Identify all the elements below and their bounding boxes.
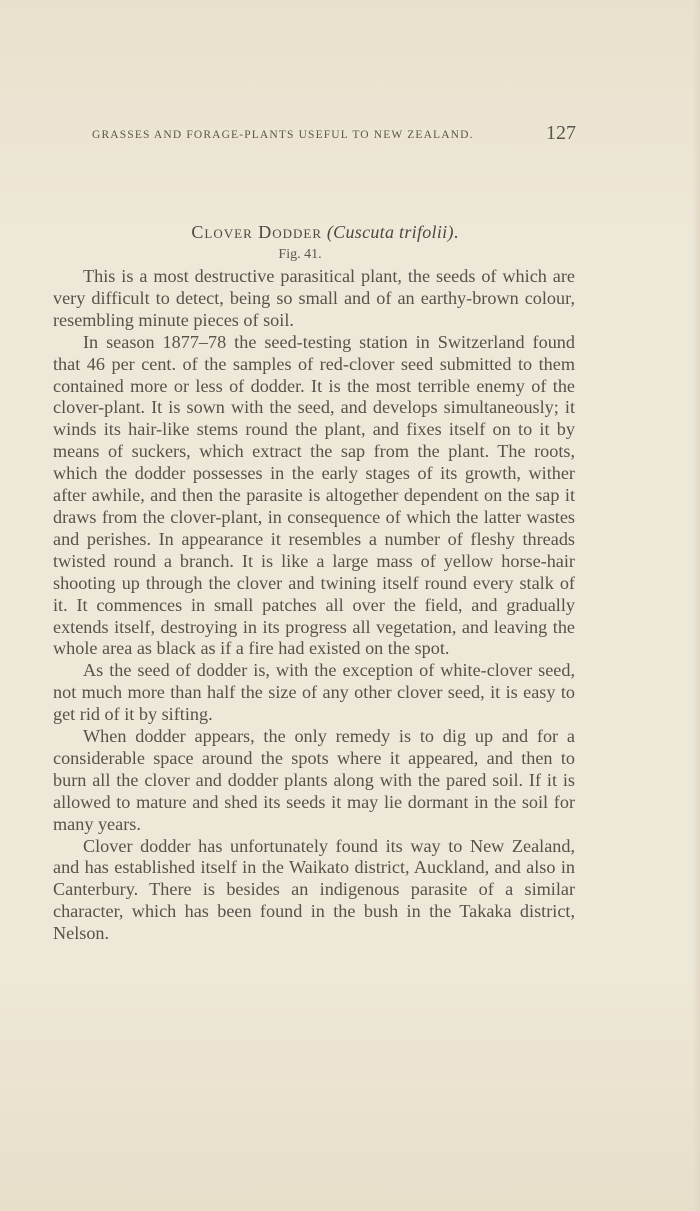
paragraph: This is a most destructive parasitical plant, the seeds of which are very difficult to detect, being so small and of an earthy-brown colour, resembling minute pieces of soil. [53,266,575,330]
body-text [53,266,575,945]
paragraph: When dodder appears, the only remedy is to dig up and for a considerable space around the spots where it appeared, and then to burn all the clover and dodder plants along with the pared soil. If it is allowed to mature and shed its seeds it may lie dormant in the soil for many years. [53,726,575,834]
section-title [170,222,480,243]
figure-reference: Fig. 41. [278,247,322,262]
paragraph: Clover dodder has unfortunately found its way to New Zealand, and has established itself in the Waikato district, Auckland, and also in Canterbury. There is besides an indigenous parasite of a similar character, which has been found in the bush in the Takaka district, Nelson. [53,835,575,944]
running-head-title: GRASSES AND FORAGE-PLANTS USEFUL TO NEW ZEALAND. [92,129,474,141]
section-title-main: Clover Dodder [191,222,323,242]
section-title-period: . [453,222,459,242]
page-number: 127 [546,122,576,144]
paragraph: In season 1877–78 the seed-testing station in Switzerland found that 46 per cent. of the samples of red-clover seed submitted to them contained more or less of dodder. It is the most terrible enemy of the clover-plant. It is sown with the seed, and develops simultaneously; it winds its hair-like stems round the plant, and fixes itself on to it by means of suckers, which extract the sap from the plant. The roots, which the dodder possesses in the early stages of its growth, wither after awhile, and then the parasite is altogether dependent on the sap it draws from the clover-plant, in consequence of which the latter wastes and perishes. In appearance it resembles a number of fleshy threads twisted round a branch. It is like a large mass of yellow horse-hair shooting up through the clover and twining itself round every stalk of it. It commences in small patches all over the field, and gradually extends itself, destroying in its progress all vegetation, and leaving the whole area as black as if a fire had existed on the spot. [53,331,575,659]
section-title-latin: (Cuscuta trifolii) [326,222,454,242]
paragraph: As the seed of dodder is, with the exception of white-clover seed, not much more than half the size of any other clover seed, it is easy to get rid of it by sifting. [53,660,575,725]
running-head [92,122,576,146]
